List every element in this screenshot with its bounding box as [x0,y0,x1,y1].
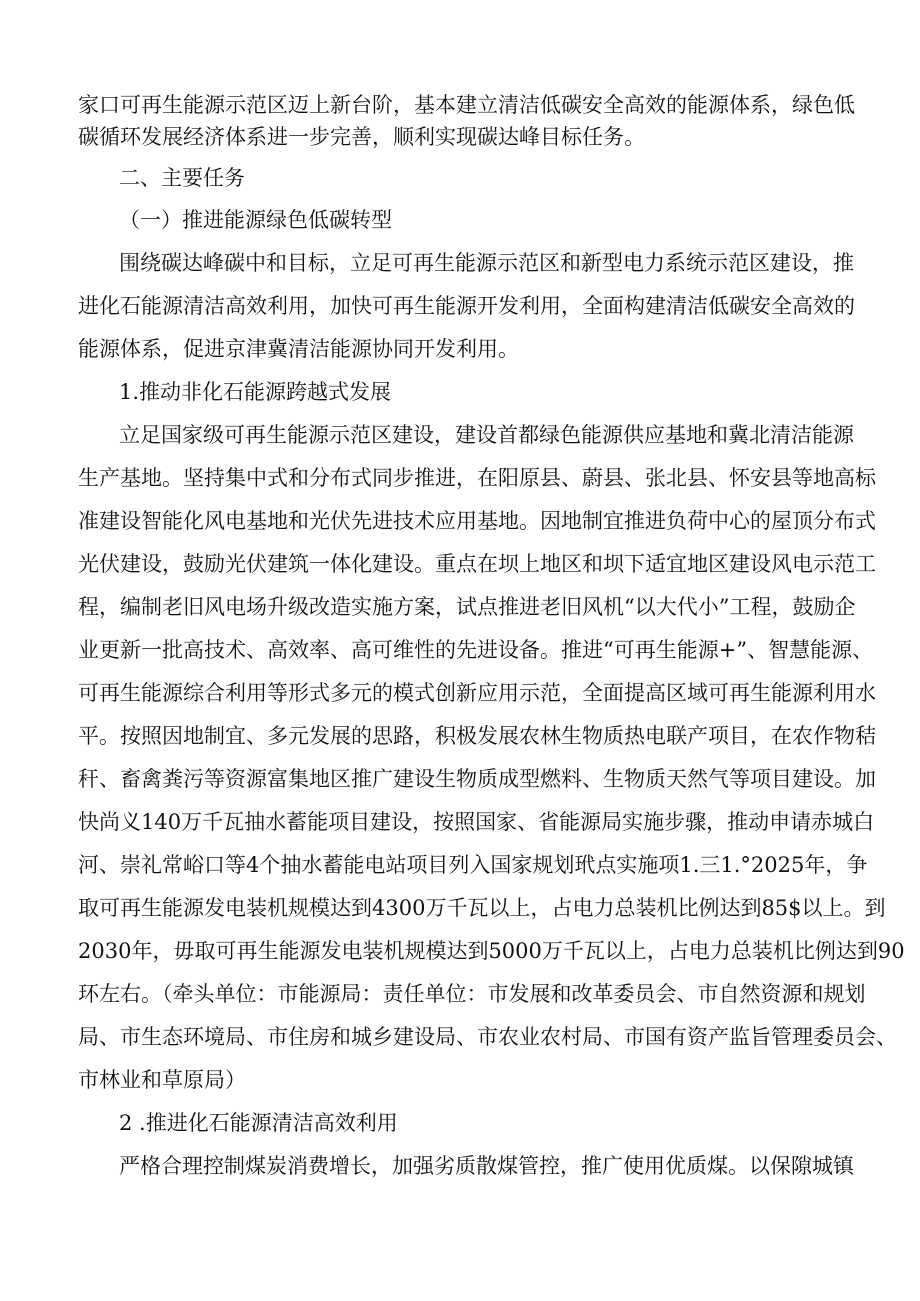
paragraph-line: 严格合理控制煤炭消费增长，加强劣质散煤管控，推广使用优质煤。以保隙城镇 [119,1154,854,1178]
paragraph-line: 能源体系，促进京津冀清洁能源协同开发利用。 [78,337,519,361]
paragraph-line: 市林业和草原局） [78,1068,246,1092]
paragraph-line: 准建设智能化风电基地和光伏先进技术应用基地。因地制宜推进负荷中心的屋顶分布式 [78,509,876,533]
paragraph-line: 秆、畜禽粪污等资源富集地区推广建设生物质成型燃料、生物质天然气等项目建设。加 [78,767,876,791]
paragraph-line: 碳循环发展经济体系进一步完善，顺利实现碳达峰目标任务。 [78,125,645,149]
item-heading: 2 .推进化石能源清洁高效利用 [119,1111,398,1135]
paragraph-line: 2030年，毋取可再生能源发电装机规模达到5000万千瓦以上，占电力总装机比例达到90 [78,939,905,963]
paragraph-line: 取可再生能源发电装机规模达到4300万千瓦以上，占电力总装机比例达到85$以上。到 [78,896,886,920]
paragraph-line: 光伏建设，鼓励光伏建筑一体化建设。重点在坝上地区和坝下适宜地区建设风电示范工 [78,552,876,576]
paragraph-line: 快尚义140万千瓦抽水蓄能项目建设，按照国家、省能源局实施步骤，推动申请赤城白 [78,810,875,834]
item-heading: 1.推动非化石能源跨越式发展 [119,380,392,404]
paragraph-line: 程，编制老旧风电场升级改造实施方案，试点推进老旧风机“以大代小”工程，鼓励企 [78,595,856,619]
paragraph-line: 平。按照因地制宜、多元发展的思路，积极发展农林生物质热电联产项目，在农作物秸 [78,724,876,748]
subsection-heading: （一）推进能源绿色低碳转型 [119,208,392,232]
paragraph-line: 局、市生态环境局、市住房和城乡建设局、市农业农村局、市国有资产监旨管理委员会、 [78,1025,897,1049]
paragraph-line: 环左右。（牵头单位：市能源局：责任单位：市发展和改革委员会、市自然资源和规划 [78,982,866,1006]
section-heading: 二、主要任务 [119,166,245,190]
paragraph-line: 生产基地。坚持集中式和分布式同步推进，在阳原县、蔚县、张北县、怀安县等地高标 [78,466,876,490]
paragraph-line: 可再生能源综合利用等形式多元的模式创新应用示范，全面提高区域可再生能源利用水 [78,681,876,705]
paragraph-line: 立足国家级可再生能源示范区建设，建设首都绿色能源供应基地和冀北清洁能源 [119,423,854,447]
paragraph-line: 家口可再生能源示范区迈上新台阶，基本建立清洁低碳安全高效的能源体系，绿色低 [78,93,855,117]
paragraph-line: 业更新一批高技术、高效率、高可维性的先进设备。推进“可再生能源+”、智慧能源、 [78,638,874,662]
paragraph-line: 进化石能源清洁高效利用，加快可再生能源开发利用，全面构建清洁低碳安全高效的 [78,294,855,318]
paragraph-line: 河、崇礼常峪口等4个抽水蓄能电站项目列入国家规划玳点实施项1.三1.°2025年，争 [78,853,868,877]
paragraph-line: 围绕碳达峰碳中和目标，立足可再生能源示范区和新型电力系统示范区建设，推 [119,251,854,275]
